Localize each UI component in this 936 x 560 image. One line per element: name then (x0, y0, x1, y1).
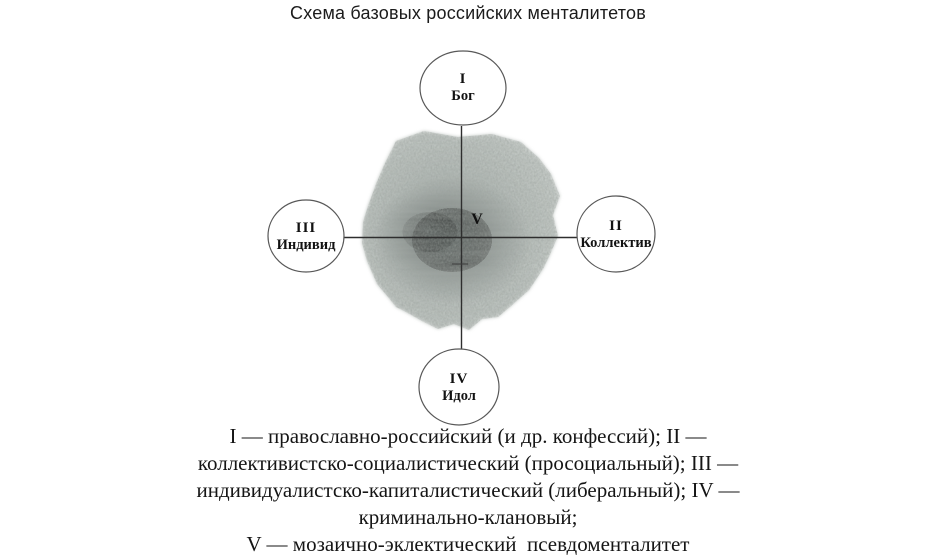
legend-line-1: I — православно-российский (и др. конфессий); II — (229, 424, 707, 448)
node-idol-name: Идол (442, 388, 476, 404)
node-god-numeral: I (459, 71, 467, 87)
node-individual-numeral: III (295, 220, 317, 236)
legend-line-3: индивидуалистско-капиталистический (либеральный); IV — (196, 478, 740, 502)
node-collective-name: Коллектив (580, 235, 652, 251)
node-idol-label (442, 371, 476, 405)
page-title: Схема базовых российских менталитетов (290, 3, 646, 23)
blob-texture (350, 118, 586, 352)
node-individual-label (277, 220, 336, 254)
legend-block (0, 423, 936, 558)
legend-line-4: криминально-клановый; (358, 505, 578, 529)
node-idol-numeral: IV (449, 371, 469, 387)
legend-line-5: V — мозаично-эклектический псевдоменталитет (246, 532, 690, 556)
node-god-name: Бог (451, 88, 475, 104)
center-v-label: V (471, 211, 483, 228)
node-god-label (451, 71, 474, 105)
node-collective-numeral: II (609, 218, 623, 234)
legend-line-2: коллективистско-социалистический (просоциальный); III — (197, 451, 739, 475)
node-individual-name: Индивид (276, 237, 336, 253)
node-collective-label (580, 218, 651, 252)
